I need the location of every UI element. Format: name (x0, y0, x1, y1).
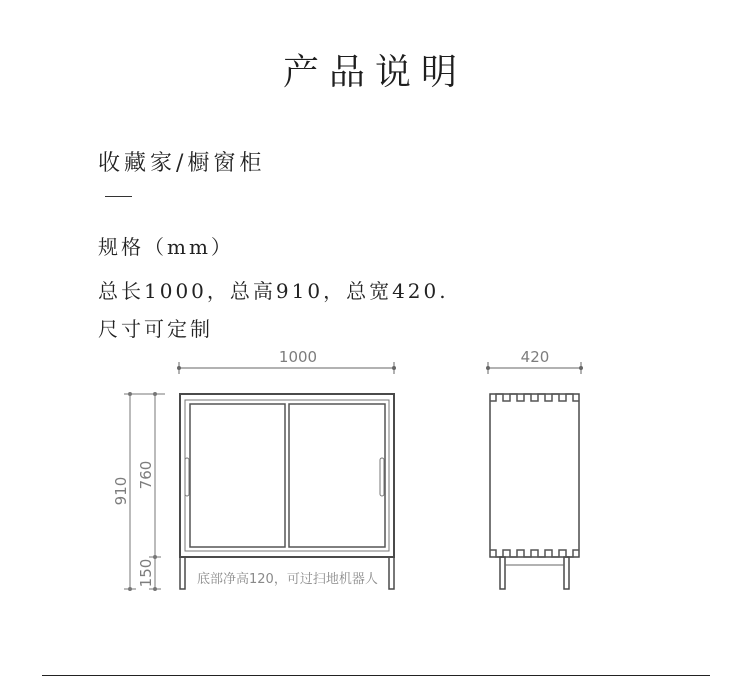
spec-dimensions: 总长1000，总高910，总宽420. (98, 279, 449, 303)
left-door (190, 404, 285, 547)
top-finger-joints (490, 394, 579, 401)
cabinet-outline (180, 394, 394, 557)
side-view (487, 362, 583, 589)
front-view (178, 362, 396, 589)
bottom-finger-joints (490, 550, 579, 557)
clearance-note: 底部净高120，可过扫地机器人 (197, 572, 378, 587)
cabinet-inner-frame (185, 400, 389, 551)
width-label: 1000 (278, 348, 318, 366)
bottom-rule (42, 675, 710, 676)
side-body (490, 394, 579, 557)
height-body-label: 760 (137, 460, 155, 490)
height-base-label: 150 (137, 558, 155, 588)
page-title: 产品说明 (282, 52, 467, 93)
side-left-leg (500, 557, 505, 589)
left-leg (180, 557, 185, 589)
left-handle (185, 458, 189, 496)
side-right-leg (564, 557, 569, 589)
height-total-label: 910 (112, 476, 130, 506)
right-leg (389, 557, 394, 589)
depth-label: 420 (520, 348, 550, 366)
spec-heading: 规格（mm） (98, 235, 234, 259)
custom-size-note: 尺寸可定制 (98, 317, 213, 341)
product-name: 收藏家/橱窗柜 (98, 151, 266, 176)
right-door (289, 404, 385, 547)
right-handle (380, 458, 384, 496)
